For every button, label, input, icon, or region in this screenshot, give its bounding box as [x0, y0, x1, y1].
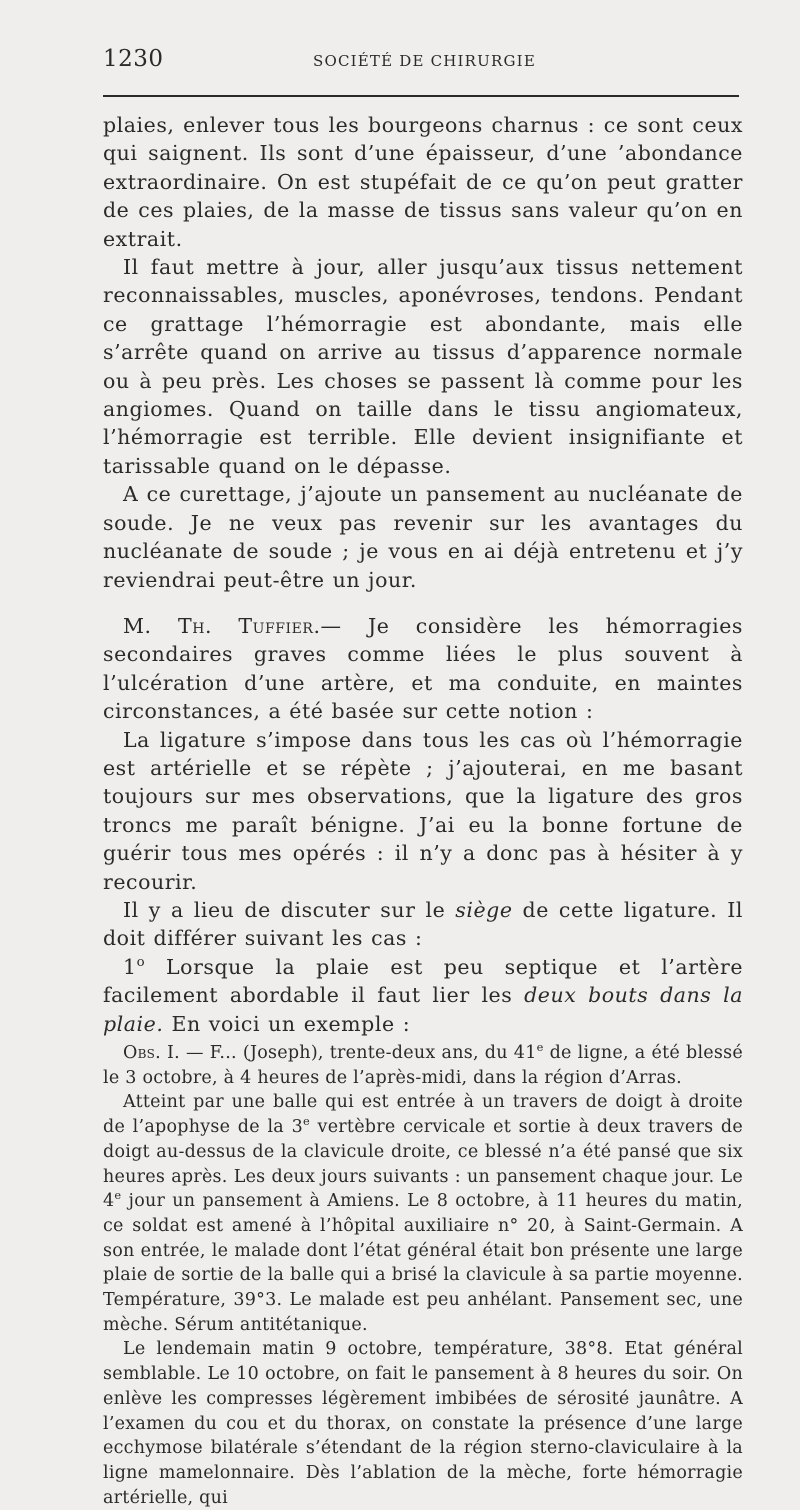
- paragraph-text: vertèbre cervicale et sortie à deux travers de doigt au-dessus de la clavicule droite, ce blessé n’a été pansé que six heures après. Les deux jours suivants : un pansement chaque jour. Le 4: [103, 1117, 743, 1212]
- paragraph-gap: [103, 594, 743, 612]
- list-number: 1: [123, 954, 137, 979]
- body-text: [103, 111, 743, 1510]
- paragraph: [103, 896, 743, 953]
- main-text: [103, 111, 743, 1038]
- paragraph-text: — Je considère les hémorragies secondaires graves comme liées le plus souvent à l’ulcération d’une artère, et ma conduite, en maintes circonstances, a été basée sur cette notion :: [103, 613, 743, 724]
- speaker-name: M. Th. Tuffier.: [123, 613, 321, 638]
- italic-term: siège: [455, 897, 513, 922]
- observation-block: [103, 1041, 743, 1510]
- page-header: [103, 46, 736, 76]
- paragraph-text: de ligne, a été blessé le 3 octobre, à 4 heures de l’après-midi, dans la région d’Arras.: [103, 1043, 743, 1088]
- paragraph-text: Lorsque la plaie est peu septique et l’artère facilement abordable il faut lier les: [103, 954, 743, 1008]
- paragraph: [103, 953, 743, 1038]
- paragraph-text: jour un pansement à Amiens. Le 8 octobre, à 11 heures du matin, ce soldat est amené à l’hôpital auxiliaire n° 20, à Saint-Germain. A son entrée, le malade dont l’état général était bon présente une large plaie de sortie de la balle qui a brisé la clavicule à sa partie moyenne. Température, 39°3. Le malade est peu anhélant. Pansement sec, une mèche. Sérum antitétanique.: [103, 1191, 743, 1335]
- paragraph: Il faut mettre à jour, aller jusqu’aux tissus nettement reconnaissables, muscles, aponévroses, tendons. Pendant ce grattage l’hémorragie est abondante, mais elle s’arrête quand on arrive au tissus d’apparence normale ou à peu près. Les choses se passent là comme pour les angiomes. Quand on taille dans le tissu angiomateux, l’hémorragie est terrible. Elle devient insignifiante et tarissable quand on le dépasse.: [103, 255, 743, 478]
- paragraph-text: de cette ligature. Il doit différer suivant les cas :: [103, 897, 743, 951]
- paragraph: [103, 612, 743, 726]
- superscript: e: [302, 1114, 310, 1129]
- observation-paragraph: [103, 1090, 743, 1337]
- running-title: SOCIÉTÉ DE CHIRURGIE: [313, 52, 536, 70]
- superscript: o: [136, 954, 146, 970]
- observation-label: Obs. I.: [123, 1043, 180, 1063]
- paragraph: La ligature s’impose dans tous les cas où l’hémorragie est artérielle et se répète ; j’ajouterai, en me basant toujours sur mes observations, que la ligature des gros troncs me paraît bénigne. J’ai eu la bonne fortune de guérir tous mes opérés : il n’y a donc pas à hésiter à y recourir.: [103, 727, 743, 894]
- superscript: e: [114, 1188, 122, 1203]
- header-rule: [103, 95, 739, 97]
- paragraph-text: Il y a lieu de discuter sur le: [123, 897, 456, 922]
- superscript: e: [536, 1040, 544, 1055]
- page-number: 1230: [103, 46, 164, 72]
- observation-paragraph: [103, 1041, 743, 1090]
- paragraph-text: En voici un exemple :: [163, 1011, 411, 1036]
- paragraph: plaies, enlever tous les bourgeons charnus : ce sont ceux qui saignent. Ils sont d’une épaisseur, d’une ’abondance extraordinaire. On est stupéfait de ce qu’on peut gratter de ces plaies, de la masse de tissus sans valeur qu’on en extrait.: [103, 113, 743, 251]
- paragraph-text: Atteint par une balle qui est entrée à un travers de doigt à droite de l’apophyse de la 3: [103, 1092, 743, 1138]
- italic-phrase: deux bouts dans la plaie.: [103, 983, 743, 1036]
- observation-paragraph: Le lendemain matin 9 octobre, température, 38°8. Etat général semblable. Le 10 octobre, on fait le pansement à 8 heures du soir. On enlève les compresses légèrement imbibées de sérosité jaunâtre. A l’examen du cou et du thorax, on constate la présence d’une large ecchymose bilatérale s’étendant de la région sterno-claviculaire à la ligne mamelonnaire. Dès l’ablation de la mèche, forte hémorragie artérielle, qui: [103, 1339, 743, 1508]
- paragraph: A ce curettage, j’ajoute un pansement au nucléanate de soude. Je ne veux pas revenir sur les avantages du nucléanate de soude ; je vous en ai déjà entretenu et j’y reviendrai peut-être un jour.: [103, 482, 743, 592]
- paragraph-text: — F... (Joseph), trente-deux ans, du 41: [179, 1043, 537, 1063]
